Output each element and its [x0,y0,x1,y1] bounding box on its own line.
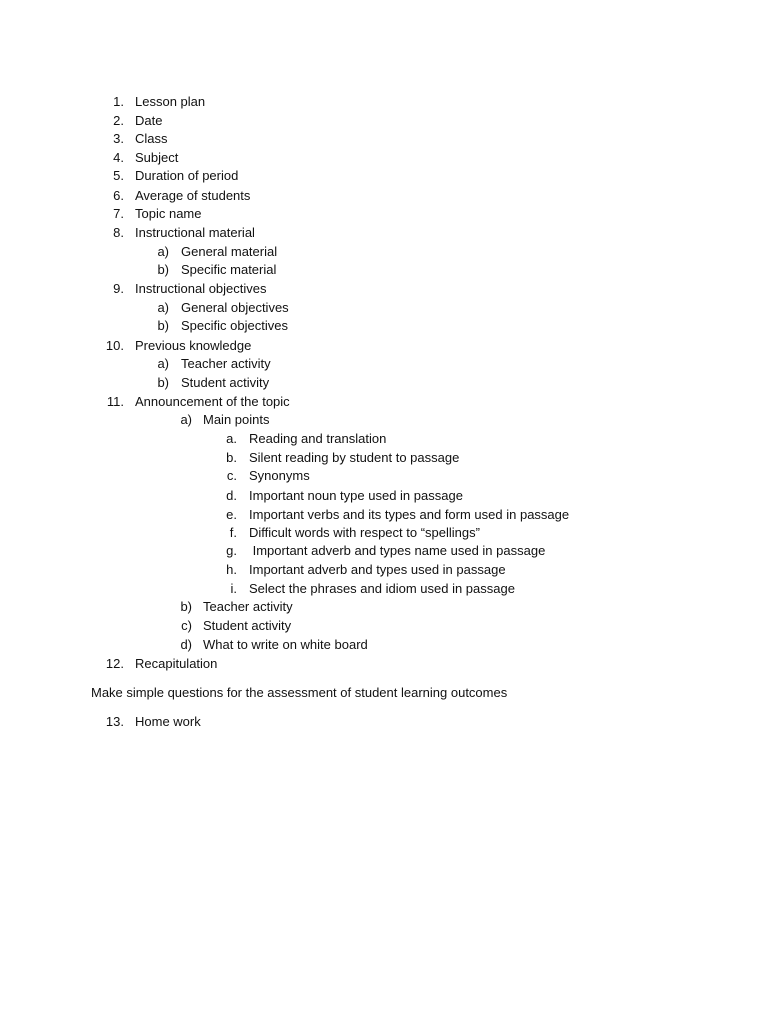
list-marker: 8. [113,225,124,240]
list-marker: 11. [106,394,124,409]
list-marker: 2. [113,113,124,128]
list-item-text: Important adverb and types used in passage [249,562,506,577]
list-item-text: Silent reading by student to passage [249,450,460,465]
list-marker: a) [180,412,192,427]
list-marker: d) [180,637,192,652]
list-marker: b. [226,450,237,465]
list-item-text: Recapitulation [135,656,218,671]
list-marker: i. [230,581,237,596]
list-marker: a) [157,300,169,315]
list-item-text: Difficult words with respect to “spellings” [249,525,480,540]
list-item-text: Student activity [203,618,292,633]
list-item-text: General material [181,244,278,259]
list-item-text: Important noun type used in passage [249,488,463,503]
list-marker: 13. [105,714,124,729]
list-item-text: Main points [203,412,270,427]
body-paragraph: Make simple questions for the assessment of student learning outcomes [91,685,508,700]
list-item-text: Topic name [135,206,202,221]
list-marker: c) [181,618,192,633]
list-item-text: Instructional objectives [135,281,267,296]
list-marker: c. [226,468,237,483]
list-marker: a) [157,356,169,371]
list-item-text: Lesson plan [135,94,206,109]
list-item-text: Average of students [135,188,251,203]
list-marker: b) [157,375,169,390]
list-item-text: Synonyms [249,468,310,483]
list-item-text: Home work [135,714,201,729]
list-item-text: Instructional material [135,225,255,240]
list-marker: g. [226,543,237,558]
list-item-text: Class [135,131,168,146]
list-item-text: Select the phrases and idiom used in passage [249,581,515,596]
list-marker: b) [157,318,169,333]
list-marker: b) [157,262,169,277]
list-item-text: Specific material [181,262,277,277]
list-item-text: Previous knowledge [135,338,252,353]
list-marker: 6. [113,188,124,203]
list-marker: 10. [105,338,124,353]
list-item-text: Date [135,113,163,128]
list-item-text: Duration of period [135,168,239,183]
list-marker: 9. [113,281,124,296]
list-item-text: Student activity [181,375,270,390]
list-item-text: General objectives [181,300,289,315]
list-marker: a) [157,244,169,259]
list-item-text: Important adverb and types name used in passage [249,543,546,558]
list-marker: d. [226,488,237,503]
list-marker: 4. [113,150,124,165]
list-marker: h. [226,562,237,577]
list-item-text: Reading and translation [249,431,387,446]
list-item-text: Subject [135,150,179,165]
list-item-text: Announcement of the topic [135,394,290,409]
list-item-text: Teacher activity [203,599,293,614]
list-item-text: Important verbs and its types and form used in passage [249,507,570,522]
list-marker: 3. [113,131,124,146]
list-marker: e. [226,507,237,522]
list-marker: a. [226,431,237,446]
list-marker: 12. [105,656,124,671]
list-marker: 1. [113,94,124,109]
list-marker: 5. [113,168,124,183]
list-marker: b) [180,599,192,614]
list-marker: f. [229,525,237,540]
list-item-text: What to write on white board [203,637,368,652]
list-item-text: Teacher activity [181,356,271,371]
list-item-text: Specific objectives [181,318,288,333]
list-marker: 7. [113,206,124,221]
